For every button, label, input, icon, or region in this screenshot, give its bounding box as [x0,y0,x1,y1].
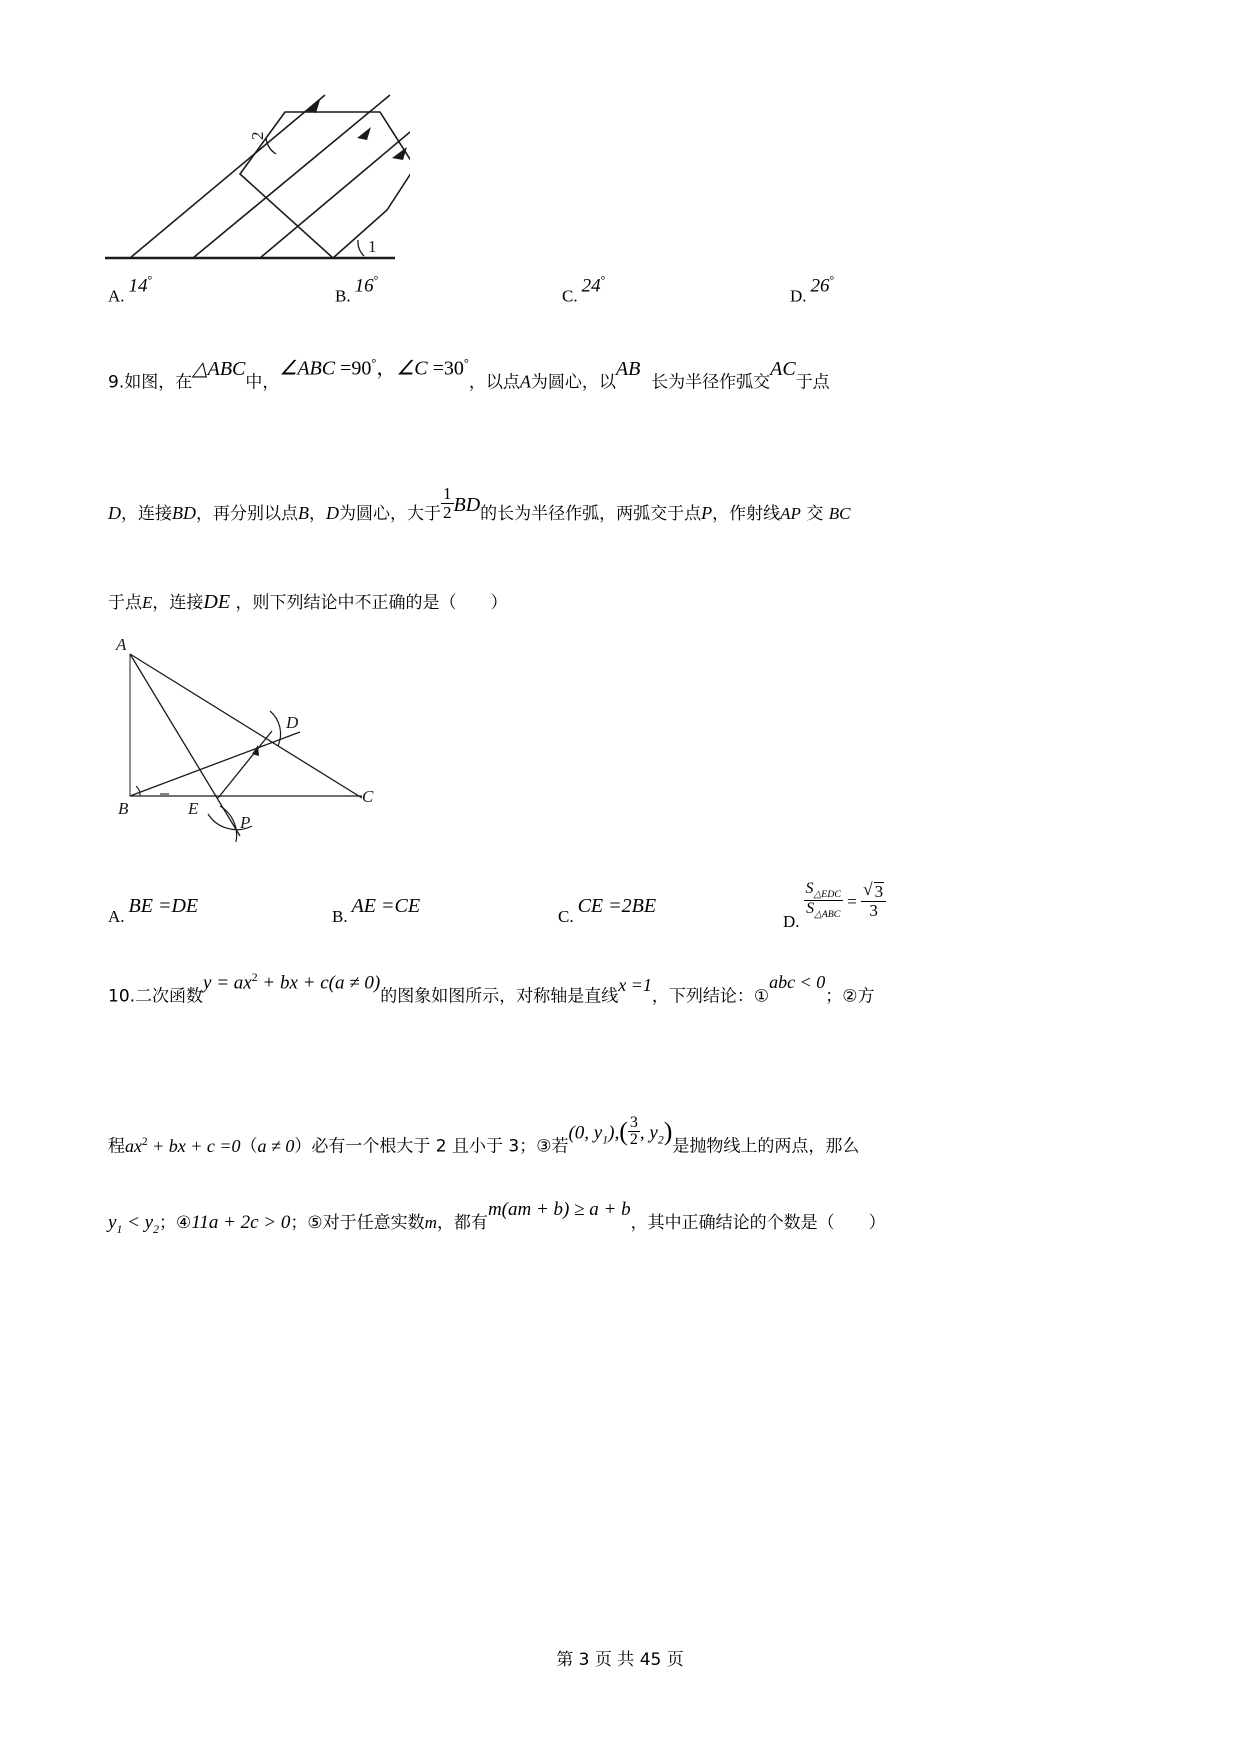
q10l3-m1: $y_1 < y_2$ [108,1212,159,1236]
q10l2-points: (0, $y_1$),( $\frac{3}{2}$ , $y_2$) [568,1113,673,1149]
question10-number: 10. [108,986,136,1007]
option-c-value: 24° [581,274,606,297]
q9-t4: 为圆心，以 [530,372,616,393]
q9l2-m4: D [326,502,339,523]
q9l2-t4: 为圆心，大于 [339,503,441,524]
q9-option-b[interactable] [332,895,421,928]
option-b-label: B. [335,286,351,306]
q9l2-m1: D [108,502,121,523]
q9l3-t1: 于点 [108,593,142,613]
question9-line3 [108,592,507,612]
question9-figure [100,636,400,861]
q10l3-m3: m [424,1213,437,1232]
question9-number: 9. [108,372,125,393]
point-p-label: P [240,813,251,832]
vertex-a-label: A [116,636,127,654]
angle-1-label: 1 [368,237,377,256]
half-denominator: 2 [443,503,452,523]
q9-m2: ∠ABC =90°，∠C =30° [279,356,469,380]
q9-option-a[interactable] [108,895,199,928]
q9l2-t1: ，连接 [121,503,172,524]
q10-t4: ；②方 [825,986,875,1007]
sqrt3-numerator: 3 [874,881,884,901]
q10l3-m4: m(am + b) ≥ a + b [487,1199,631,1220]
q9-t1: 如图，在 [124,372,193,393]
question9-line1 [108,356,830,393]
option-d-label: D. [790,286,807,306]
q9-m5: AC [770,357,796,380]
option-d-value: 26° [810,274,835,297]
question10-line2 [108,1113,860,1165]
option-c-label: C. [562,286,578,306]
q9l2-m3: B [298,502,309,523]
page-footer-text: 第 3 页 共 45 页 [556,1650,684,1670]
q9l3-m1: E [142,593,153,612]
equals-sign: = [847,892,857,911]
q10l2-m1: $ax^2$ + bx + c =0 [125,1135,241,1156]
q9l2-t6: ，作射线 [712,503,781,524]
q10l2-t3: ）必有一个根大于 2 且小于 3；③若 [294,1136,569,1157]
q10-m3: abc < 0 [769,972,826,993]
q9-option-c[interactable] [558,895,657,928]
s-edc-numerator: S [805,879,814,897]
question9-figure-svg [100,636,400,861]
q10-t3: ，下列结论：① [651,986,770,1007]
q9-option-c-value: CE =2BE [577,895,657,917]
q10-t1: 二次函数 [135,986,204,1007]
q10l3-t3: ，都有 [436,1213,488,1233]
three-halves-numerator: 3 [629,1113,638,1131]
q9l2-t3: ， [309,503,326,524]
q9-t3: ，以点 [468,372,520,393]
q9l2-half-bd [441,484,481,525]
half-numerator: 1 [443,484,452,504]
q9l2-t7: 交 [806,503,824,524]
page-footer [0,1645,1240,1670]
s-abc-subscript: △ABC [814,909,841,921]
question10-line1 [108,971,875,1007]
s-edc-subscript: △EDC [813,888,841,900]
q9-t5: 长为半径作弧交 [651,372,771,393]
q10-t2: 的图象如图所示，对称轴是直线 [380,986,619,1007]
q9l3-t3: ，则下列结论中不正确的是（ ） [235,593,508,613]
q9l2-m2: BD [172,502,196,523]
option-c[interactable] [562,274,606,307]
angle-2-label: 2 [248,131,267,140]
q10l3-m2: 11a + 2c > 0 [191,1212,291,1233]
question9-line2 [108,484,851,533]
q10l3-t4: ，其中正确结论的个数是（ ） [630,1213,886,1233]
q9-m3: A [519,371,531,392]
q9-option-b-value: AE =CE [351,895,421,917]
three-denominator: 3 [869,900,878,920]
q9-option-d-label: D. [783,911,800,931]
q9-option-c-label: C. [558,907,574,926]
option-a-label: A. [108,286,125,306]
q9l2-m6: P [701,502,713,523]
q9-m4: AB [615,357,641,380]
option-a-value: 14° [128,274,153,297]
q10-m2: x =1 [618,975,652,996]
point-e-label: E [188,799,199,818]
q9l2-t5: 的长为半径作弧，两弧交于点 [480,503,702,524]
q10l3-t2: ；⑤对于任意实数 [290,1213,425,1233]
q9-option-d-value [804,879,887,923]
three-halves-denominator: 2 [629,1131,638,1149]
q9-t6: 于点 [795,372,830,393]
point-d-label: D [286,713,299,732]
question8-figure [100,62,410,267]
q9-m1: △ABC [192,357,246,380]
q10l2-m2: a ≠ 0 [257,1135,295,1156]
option-d[interactable] [790,274,835,307]
option-b-value: 16° [354,274,379,297]
q10l2-t2: （ [240,1136,258,1157]
option-a[interactable] [108,274,153,307]
q9-option-a-value: BE =DE [128,895,199,917]
q9l2-m5: BD [453,493,481,516]
q9l3-m2: DE [203,591,231,613]
vertex-c-label: C [362,787,374,806]
vertex-b-label: B [118,799,129,818]
q9l2-m7: AP [780,503,801,523]
option-b[interactable] [335,274,379,307]
q10-m1: $y = ax^2$ + bx + c(a ≠ 0) [203,971,381,994]
question8-figure-svg [100,62,410,267]
q9-option-d[interactable] [783,879,886,931]
q9l2-m8: BC [828,503,851,523]
q9-t2: 中， [245,372,280,393]
q9-option-a-label: A. [108,907,125,926]
q10l2-t1: 程 [108,1136,125,1157]
q9l2-t2: ，再分别以点 [196,503,298,524]
question10-line3 [108,1199,886,1236]
q10l3-t1: ；④ [158,1213,192,1233]
q10l2-t4: 是抛物线上的两点，那么 [672,1136,860,1157]
q9-option-b-label: B. [332,907,348,926]
s-abc-denominator: S [806,900,815,918]
q9l3-t2: ，连接 [152,593,204,613]
